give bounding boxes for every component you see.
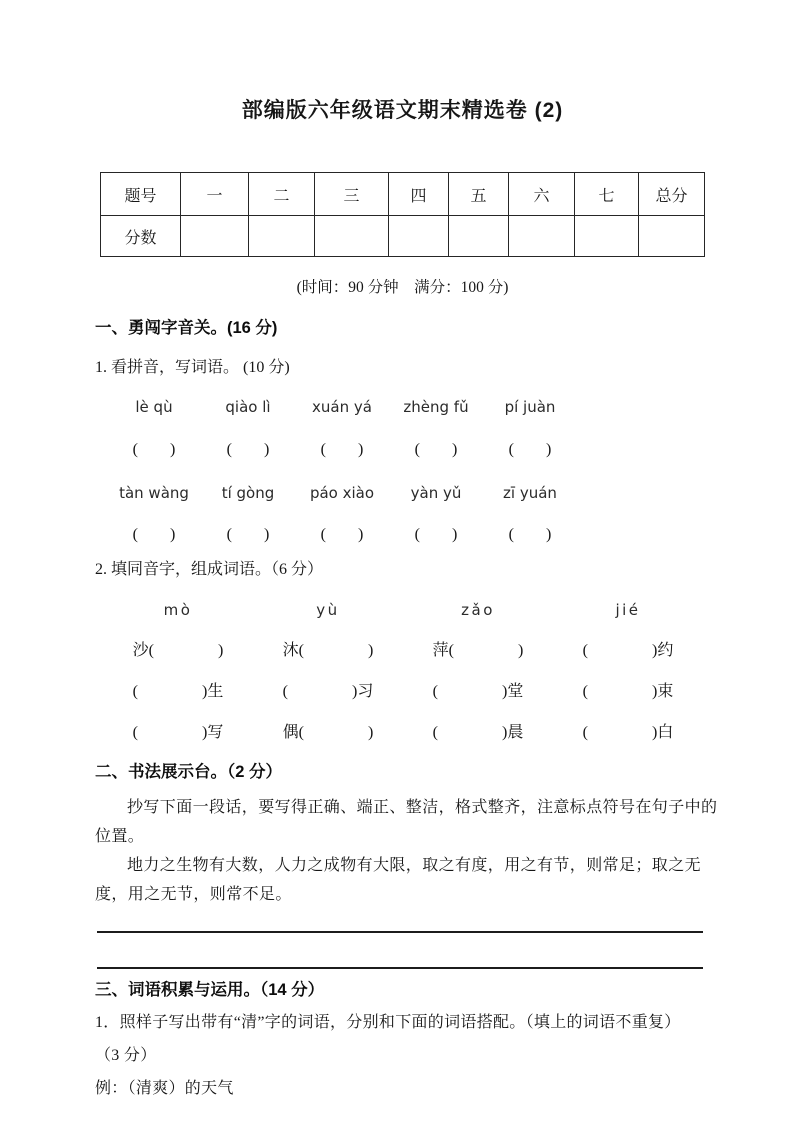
homophone-item	[553, 722, 703, 744]
score-table-col-6: 六	[509, 173, 575, 216]
hanzi-pre: 沙	[132, 641, 149, 659]
pinyin-row-1	[107, 396, 710, 418]
section2-heading: 二、书法展示台。（2 分）	[95, 763, 283, 781]
answer-blank: ( )	[226, 526, 270, 543]
pinyin-word: yàn yǔ	[410, 484, 462, 502]
pinyin-header: yù	[316, 600, 340, 619]
section3-q1-text: 1．照样子写出带有“清”字的词语，分别和下面的词语搭配。（填上的词语不重复）	[95, 1014, 681, 1031]
answer-blank: ( )	[582, 682, 658, 700]
answer-blank: ( )	[414, 441, 458, 458]
hanzi-post: 束	[657, 682, 674, 700]
pinyin-word: páo xiào	[309, 484, 375, 502]
homophone-item	[253, 722, 403, 744]
answer-blank: ( )	[432, 723, 508, 741]
answer-blank-row-2	[107, 524, 710, 546]
pinyin-header: jié	[615, 600, 641, 619]
pinyin-header: zǎo	[461, 600, 495, 619]
score-cell-empty	[389, 216, 449, 257]
section2-copy-text: 地力之生物有大数，人力之成物有大限，取之有度，用之有节，则常足；取之无度，用之无节，则常不足。	[95, 857, 702, 903]
score-table-col-total: 总分	[639, 173, 705, 216]
answer-blank-row-1	[107, 439, 710, 461]
time-score-info: (时间：90 分钟 满分：100 分)	[296, 279, 509, 296]
score-table-col-7: 七	[575, 173, 639, 216]
homophone-row-3	[103, 712, 710, 753]
answer-blank: ( )	[298, 723, 374, 741]
answer-blank: ( )	[320, 441, 364, 458]
section2-instructions: 抄写下面一段话，要写得正确、端正、整洁，格式整齐，注意标点符号在句子中的位置。	[95, 799, 718, 845]
answer-blank: ( )	[298, 641, 374, 659]
score-table-label-question: 题号	[101, 173, 181, 216]
homophone-pinyin-header-row	[103, 589, 710, 630]
section1-heading: 一、勇闯字音关。(16 分)	[95, 319, 278, 337]
answer-blank: ( )	[414, 526, 458, 543]
homophone-row-1	[103, 630, 710, 671]
pinyin-word: zī yuán	[503, 484, 557, 502]
pinyin-word: tí gòng	[221, 484, 275, 502]
pinyin-word: tàn wàng	[119, 484, 189, 502]
answer-blank: ( )	[132, 441, 176, 458]
writing-line	[97, 931, 703, 933]
score-cell-empty	[639, 216, 705, 257]
answer-blank: ( )	[508, 441, 552, 458]
score-table-col-4: 四	[389, 173, 449, 216]
homophone-exercise	[103, 589, 710, 753]
homophone-item	[103, 722, 253, 744]
score-cell-empty	[575, 216, 639, 257]
answer-blank: ( )	[582, 641, 658, 659]
page-title: 部编版六年级语文期末精选卷 (2)	[241, 99, 564, 122]
score-table-col-5: 五	[449, 173, 509, 216]
score-table-header-row	[101, 173, 705, 216]
hanzi-post: 白	[657, 723, 674, 741]
section1-q1-label: 1. 看拼音，写词语。 (10 分)	[95, 359, 290, 376]
answer-blank: ( )	[508, 526, 552, 543]
answer-blank: ( )	[132, 682, 208, 700]
hanzi-pre: 沐	[282, 641, 299, 659]
score-table-label-score: 分数	[101, 216, 181, 257]
hanzi-pre: 偶	[282, 723, 299, 741]
score-cell-empty	[315, 216, 389, 257]
hanzi-pre: 萍	[432, 641, 449, 659]
hanzi-post: 习	[357, 682, 374, 700]
score-cell-empty	[249, 216, 315, 257]
answer-blank: ( )	[320, 526, 364, 543]
answer-blank: ( )	[582, 723, 658, 741]
answer-blank: ( )	[432, 682, 508, 700]
score-table	[100, 172, 705, 257]
hanzi-post: 晨	[507, 723, 524, 741]
answer-blank: ( )	[132, 723, 208, 741]
pinyin-row-2	[107, 482, 710, 504]
answer-blank: ( )	[448, 641, 524, 659]
answer-blank: ( )	[132, 526, 176, 543]
pinyin-word: xuán yá	[312, 398, 372, 416]
homophone-item	[253, 681, 403, 703]
pinyin-word: qiào lì	[225, 398, 271, 416]
score-cell-empty	[181, 216, 249, 257]
homophone-item	[103, 640, 253, 662]
homophone-item	[403, 681, 553, 703]
section3-heading: 三、词语积累与运用。（14 分）	[95, 981, 325, 999]
pinyin-word: zhèng fǔ	[403, 398, 469, 416]
hanzi-post: 生	[207, 682, 224, 700]
hanzi-post: 约	[657, 641, 674, 659]
hanzi-post: 堂	[507, 682, 524, 700]
homophone-item	[253, 640, 403, 662]
score-table-col-2: 二	[249, 173, 315, 216]
answer-blank: ( )	[282, 682, 358, 700]
homophone-item	[553, 681, 703, 703]
homophone-item	[403, 722, 553, 744]
section3-q1-example: 例：（清爽）的天气	[95, 1080, 234, 1097]
homophone-row-2	[103, 671, 710, 712]
answer-blank: ( )	[226, 441, 270, 458]
score-cell-empty	[509, 216, 575, 257]
score-table-col-1: 一	[181, 173, 249, 216]
homophone-item	[553, 640, 703, 662]
pinyin-word: lè qù	[135, 398, 173, 416]
section1-q2-label: 2. 填同音字，组成词语。（6 分）	[95, 561, 324, 578]
score-cell-empty	[449, 216, 509, 257]
section3-q1-points: （3 分）	[95, 1047, 157, 1064]
pinyin-word: pí juàn	[504, 398, 556, 416]
score-table-col-3: 三	[315, 173, 389, 216]
answer-blank: ( )	[148, 641, 224, 659]
hanzi-post: 写	[207, 723, 224, 741]
score-table-score-row	[101, 216, 705, 257]
homophone-item	[403, 640, 553, 662]
homophone-item	[103, 681, 253, 703]
pinyin-header: mò	[163, 600, 193, 619]
writing-line	[97, 967, 703, 969]
